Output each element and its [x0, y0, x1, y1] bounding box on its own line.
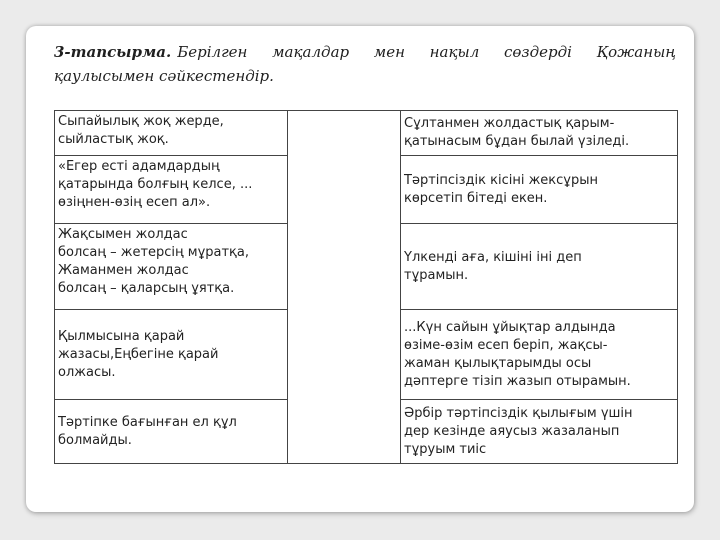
statement-cell: Әрбір тәртіпсіздік қылығым үшін дер кезінде аяусыз жазаланып тұруым тиіс	[401, 400, 678, 464]
table-row	[55, 111, 678, 156]
proverb-cell: Жақсымен жолдас болсаң – жетерсің мұратқа, Жаманмен жолдас болсаң – қаларсың ұятқа.	[55, 224, 288, 310]
statement-cell: Үлкенді аға, кішіні іні деп тұрамын.	[401, 224, 678, 310]
proverb-cell: Тәртіпке бағынған ел құл болмайды.	[55, 400, 288, 464]
task-instruction	[54, 40, 676, 88]
matching-table	[54, 110, 678, 464]
statement-cell: ...Күн сайын ұйықтар алдында өзіме-өзім есеп беріп, жақсы- жаман қылықтарымды осы дәптерге тізіп жазып отырамын.	[401, 310, 678, 400]
statement-cell: Тәртіпсіздік кісіні жексұрын көрсетіп бітеді екен.	[401, 156, 678, 224]
proverb-cell: «Егер есті адамдардың қатарында болғың келсе, ... өзіңнен-өзің есеп ал».	[55, 156, 288, 224]
proverb-cell: Сыпайылық жоқ жерде, сыйластық жоқ.	[55, 111, 288, 156]
proverb-cell: Қылмысына қарай жазасы,Еңбегіне қарай олжасы.	[55, 310, 288, 400]
matching-gap-cell	[288, 111, 401, 464]
slide	[26, 26, 694, 512]
task-number: 3-тапсырма.	[54, 43, 172, 61]
task-text: Берілген мақалдар мен нақыл сөздерді Қожаның қаулысымен сәйкестендір.	[54, 43, 676, 85]
statement-cell: Сұлтанмен жолдастық қарым- қатынасым бұдан былай үзіледі.	[401, 111, 678, 156]
